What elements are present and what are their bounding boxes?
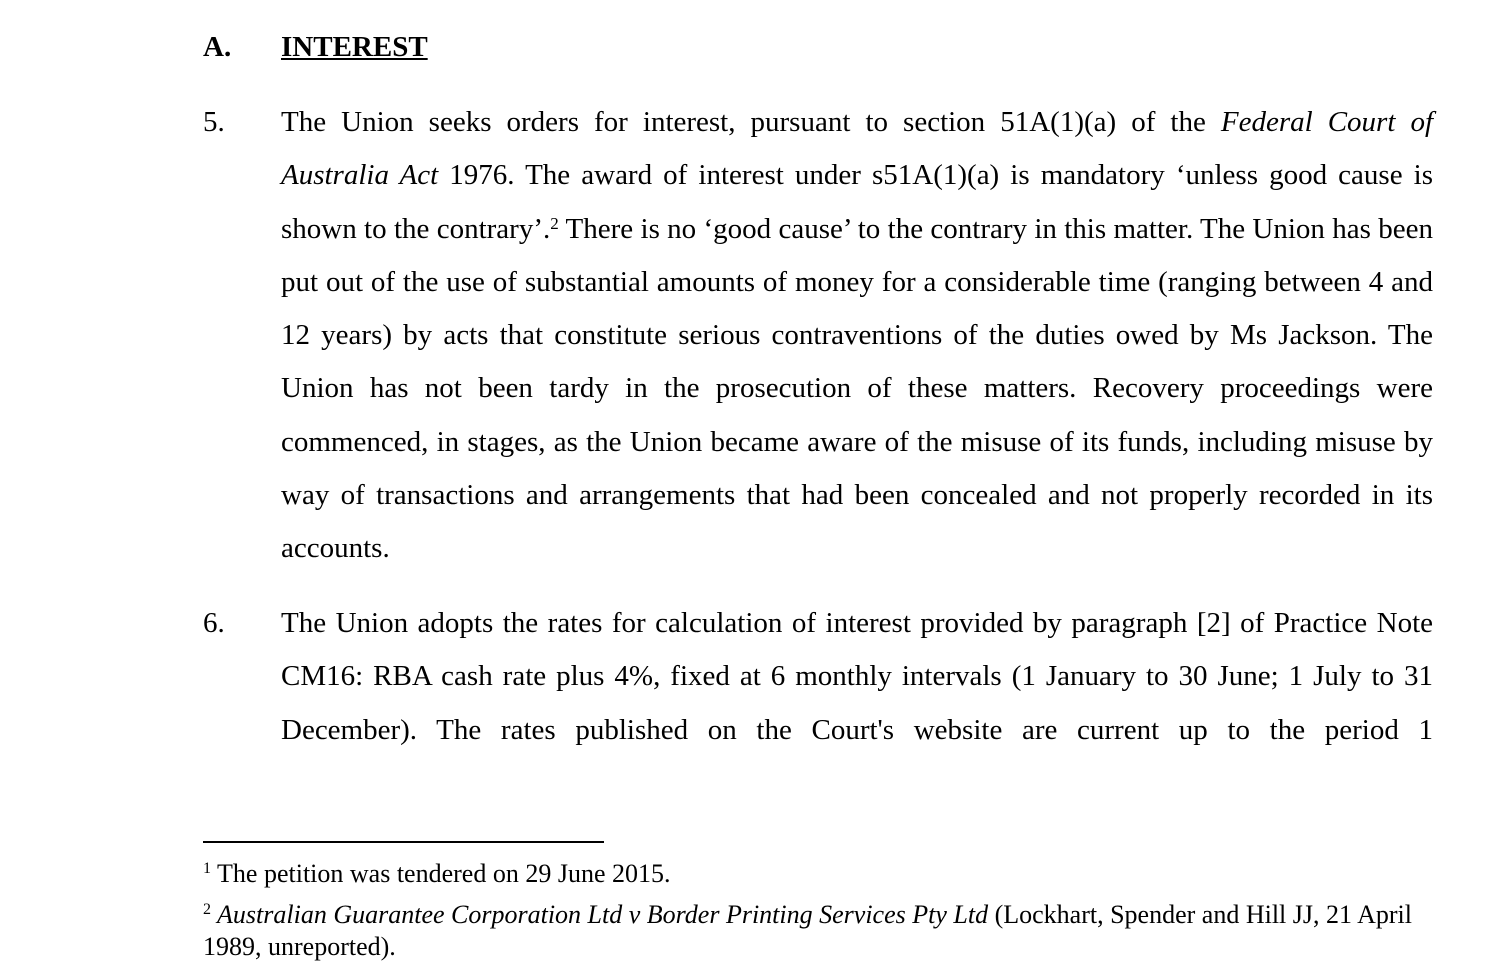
section-title: INTEREST	[281, 31, 428, 63]
footnote-text: The petition was tendered on 29 June 2015.	[211, 859, 671, 888]
case-citation: Australian Guarantee Corporation Ltd v Border Printing Services Pty Ltd	[211, 900, 989, 929]
footnote-marker: 2	[203, 901, 211, 918]
statute-title: Federal Court of Australia Act	[281, 106, 1433, 192]
footnote-reference[interactable]: 2	[550, 213, 559, 233]
paragraph-number: 5.	[203, 106, 225, 138]
footnote-marker: 1	[203, 860, 211, 877]
paragraph-number: 6.	[203, 607, 225, 639]
section-number: A.	[203, 31, 232, 63]
footnote-1	[203, 858, 1433, 890]
paragraph-5-text	[281, 96, 1433, 576]
paragraph-6-text: The Union adopts the rates for calculation of interest provided by paragraph [2] of Practice Note CM16: RBA cash rate plus 4%, fixed at 6 monthly intervals (1 January to 30 June; 1 July to 31 December). The rates published on the Court's website are current up to the period 1	[281, 607, 1433, 746]
footnote-text: (Lockhart, Spender and Hill JJ, 21 April 1989, unreported).	[203, 900, 1412, 961]
paragraph-text-run: 1976. The award of interest under s51A(1)(a) is mandatory ‘unless good cause is shown to the contrary’.	[281, 159, 1434, 245]
paragraph-text-run: The Union seeks orders for interest, pursuant to section 51A(1)(a) of the	[281, 106, 1221, 138]
paragraph-text-run: There is no ‘good cause’ to the contrary in this matter. The Union has been put out of the use of substantial amounts of money for a considerable time (ranging between 4 and 12 years) by acts that constitute serious contraventions of the duties owed by Ms Jackson. The Union has not been tardy in the prosecution of these matters. Recovery proceedings were commenced, in stages, as the Union became aware of the misuse of its funds, including misuse by way of transactions and arrangements that had been concealed and not properly recorded in its accounts.	[281, 212, 1433, 565]
footnote-divider	[203, 841, 604, 843]
footnote-2	[203, 899, 1433, 963]
